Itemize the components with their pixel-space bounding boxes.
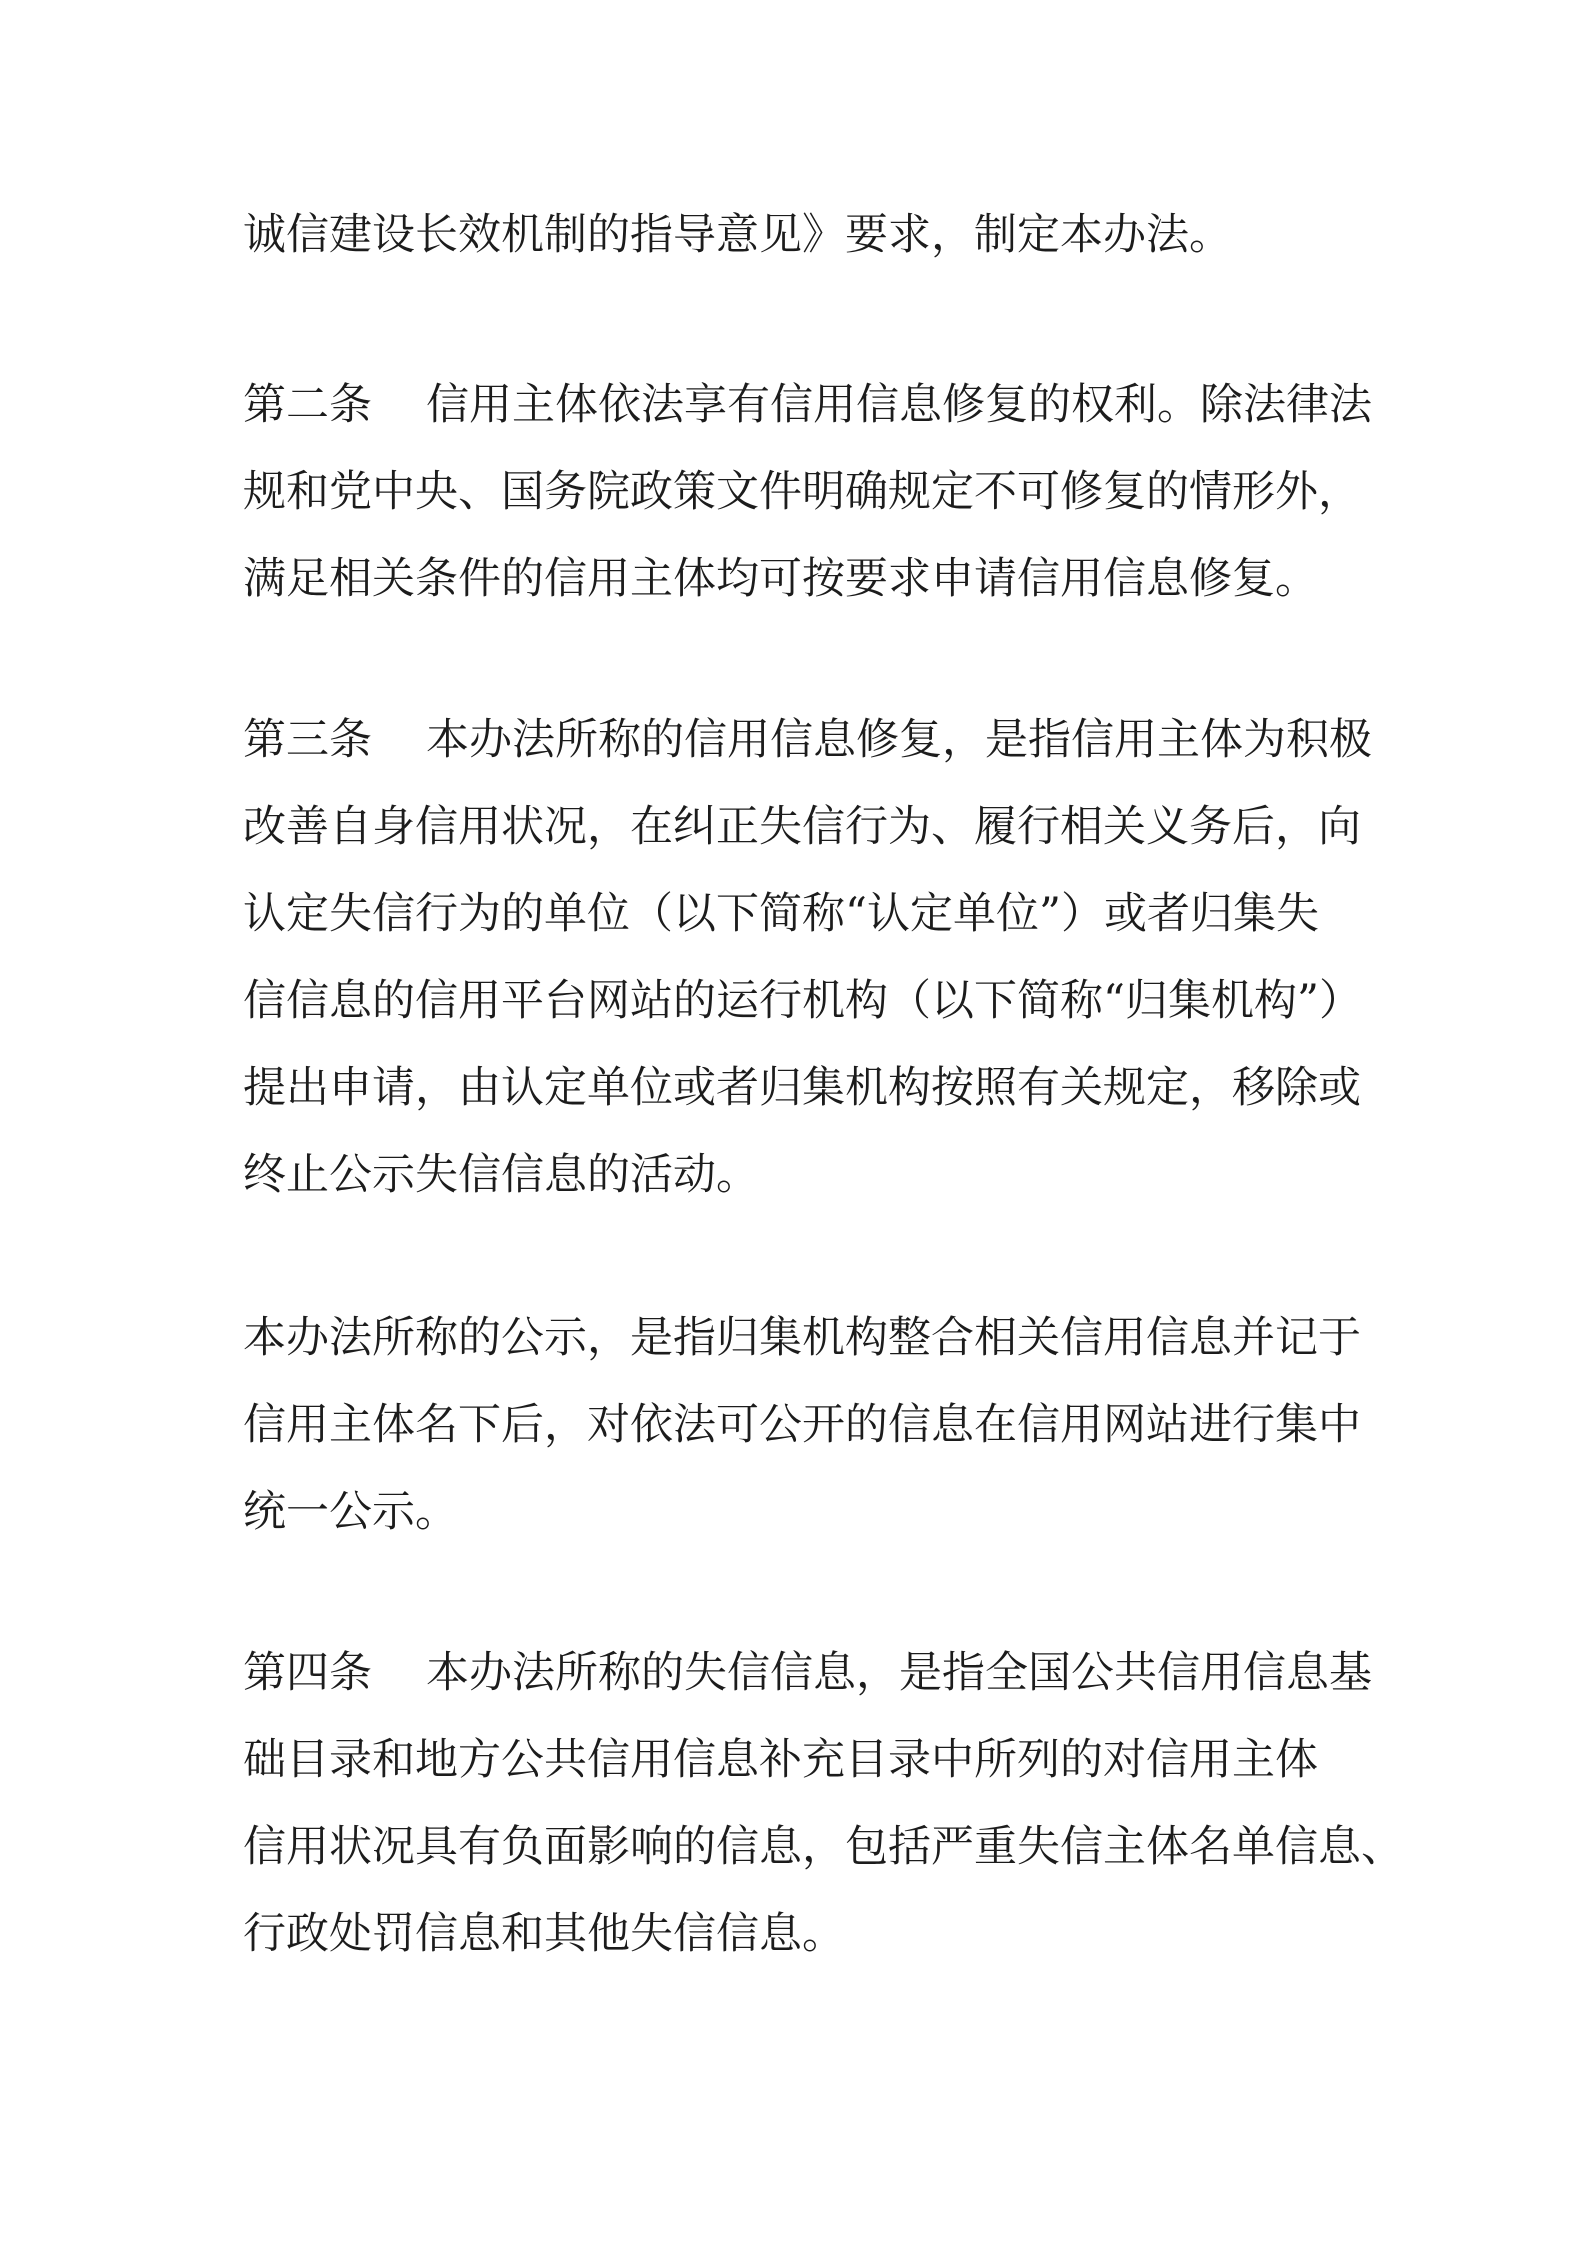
article-3-line-1 [243, 715, 1372, 765]
article-3-text-1: 本办法所称的信用信息修复，是指信用主体为积极 [426, 715, 1372, 765]
article-2-heading: 第二条 [243, 380, 372, 430]
article-2-line-1 [243, 380, 1372, 430]
article-2-line-2: 规和党中央、国务院政策文件明确规定不可修复的情形外， [243, 467, 1361, 517]
article-3-line-5: 提出申请，由认定单位或者归集机构按照有关规定，移除或 [243, 1063, 1361, 1113]
article-4-line-1 [243, 1648, 1372, 1698]
disclosure-line-1: 本办法所称的公示，是指归集机构整合相关信用信息并记于 [243, 1313, 1361, 1363]
article-3-heading: 第三条 [243, 715, 372, 765]
article-4-heading: 第四条 [243, 1648, 372, 1698]
article-4-line-4: 行政处罚信息和其他失信信息。 [243, 1909, 845, 1959]
article-3-line-3: 认定失信行为的单位（以下简称“认定单位”）或者归集失 [243, 889, 1319, 939]
intro-line-1: 诚信建设长效机制的指导意见》要求，制定本办法。 [243, 210, 1232, 260]
disclosure-line-2: 信用主体名下后，对依法可公开的信息在信用网站进行集中 [243, 1400, 1361, 1450]
article-3-line-6: 终止公示失信信息的活动。 [243, 1150, 759, 1200]
article-4-line-3: 信用状况具有负面影响的信息，包括严重失信主体名单信息、 [243, 1822, 1404, 1872]
article-4-line-2: 础目录和地方公共信用信息补充目录中所列的对信用主体 [243, 1735, 1318, 1785]
article-2-text-1: 信用主体依法享有信用信息修复的权利。除法律法 [426, 380, 1372, 430]
article-2-line-3: 满足相关条件的信用主体均可按要求申请信用信息修复。 [243, 554, 1318, 604]
disclosure-line-3: 统一公示。 [243, 1487, 458, 1537]
article-4-text-1: 本办法所称的失信信息，是指全国公共信用信息基 [426, 1648, 1372, 1698]
article-3-line-4: 信信息的信用平台网站的运行机构（以下简称“归集机构”） [243, 976, 1362, 1026]
article-3-line-2: 改善自身信用状况，在纠正失信行为、履行相关义务后，向 [243, 802, 1361, 852]
